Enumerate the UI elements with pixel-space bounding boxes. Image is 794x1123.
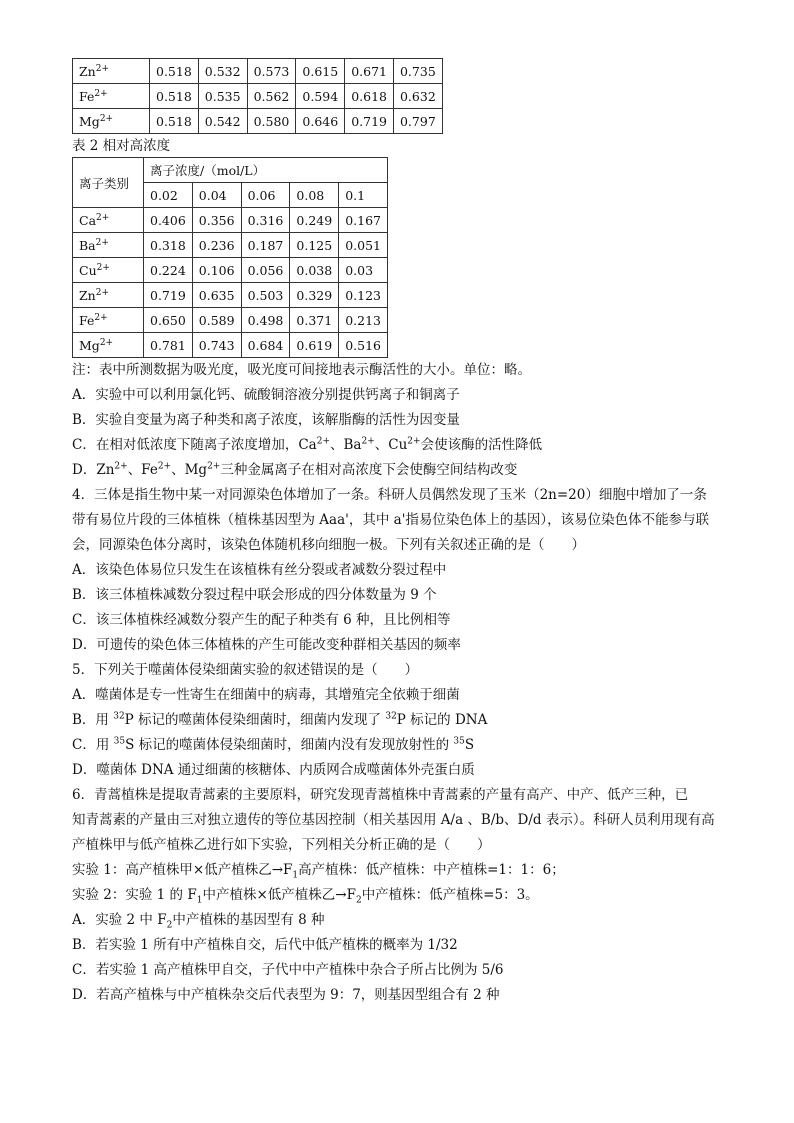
value-cell: 0.518	[150, 109, 199, 134]
value-cell: 0.580	[247, 109, 296, 134]
value-cell: 0.797	[393, 109, 442, 134]
value-cell: 0.535	[198, 84, 247, 109]
q5-option-a: A．噬菌体是专一性寄生在细菌中的病毒，其增殖完全依赖于细菌	[72, 687, 460, 703]
ion-cell: $Mg^{2+}$	[73, 109, 150, 134]
value-cell: 0.615	[296, 59, 345, 84]
value-cell: 0.125	[290, 233, 339, 258]
value-cell: 0.532	[198, 59, 247, 84]
table-row	[73, 308, 388, 333]
table-row	[73, 109, 443, 134]
table-row	[73, 59, 443, 84]
q4-stem-line-1: 4．三体是指生物中某一对同源染色体增加了一条。科研人员偶然发现了玉米（2n=20）细胞中增加了一条	[72, 487, 707, 503]
value-cell: 0.671	[345, 59, 394, 84]
q6-stem-line-1: 6．青蒿植株是提取青蒿素的主要原料，研究发现青蒿植株中青蒿素的产量有高产、中产、低产三种，已	[72, 787, 689, 803]
table-row	[73, 233, 388, 258]
ion-cell: $Fe^{2+}$	[73, 308, 144, 333]
value-cell: 0.619	[290, 333, 339, 358]
table-header-row	[73, 158, 388, 183]
value-cell: 0.056	[241, 258, 290, 283]
ion-cell: $Zn^{2+}$	[73, 283, 144, 308]
ion-cell: $Cu^{2+}$	[73, 258, 144, 283]
q5-option-d: D．噬菌体 DNA 通过细菌的核糖体、内质网合成噬菌体外壳蛋白质	[72, 762, 475, 778]
table-2-high-concentration	[72, 157, 388, 358]
ion-cell: $Ba^{2+}$	[73, 233, 144, 258]
concentration-cell: 0.08	[290, 183, 339, 208]
value-cell: 0.106	[192, 258, 241, 283]
value-cell: 0.635	[192, 283, 241, 308]
value-cell: 0.516	[339, 333, 388, 358]
ion-cell: $Mg^{2+}$	[73, 333, 144, 358]
value-cell: 0.735	[393, 59, 442, 84]
q3-option-b: B．实验自变量为离子种类和离子浓度，该解脂酶的活性为因变量	[72, 412, 460, 428]
value-cell: 0.573	[247, 59, 296, 84]
ion-cell: $Ca^{2+}$	[73, 208, 144, 233]
q4-option-d: D．可遗传的染色体三体植株的产生可能改变种群相关基因的频率	[72, 637, 461, 653]
q6-stem-line-3: 产植株甲与低产植株乙进行如下实验，下列相关分析正确的是（ ）	[72, 837, 491, 853]
value-cell: 0.650	[144, 308, 193, 333]
q6-option-b: B．若实验 1 所有中产植株自交，后代中低产植株的概率为 1/32	[72, 937, 458, 953]
value-cell: 0.316	[241, 208, 290, 233]
value-cell: 0.038	[290, 258, 339, 283]
value-cell: 0.594	[296, 84, 345, 109]
value-cell: 0.542	[198, 109, 247, 134]
concentration-cell: 0.04	[192, 183, 241, 208]
concentration-cell: 0.02	[144, 183, 193, 208]
header-concentration: 离子浓度/（mol/L）	[144, 158, 388, 183]
concentration-cell: 0.06	[241, 183, 290, 208]
q3-option-c: C．在相对低浓度下随离子浓度增加，$Ca^{2+}$、$Ba^{2+}$、$Cu^{2+}$会使该酶的活性降低	[72, 436, 543, 453]
value-cell: 0.498	[241, 308, 290, 333]
table-row	[73, 208, 388, 233]
value-cell: 0.589	[192, 308, 241, 333]
value-cell: 0.719	[345, 109, 394, 134]
q5-stem: 5．下列关于噬菌体侵染细菌实验的叙述错误的是（ ）	[72, 662, 419, 678]
table-row	[73, 84, 443, 109]
table-row	[73, 283, 388, 308]
table-1-low-concentration	[72, 58, 443, 134]
q3-option-d: D．$Zn^{2+}$、$Fe^{2+}$、$Mg^{2+}$三种金属离子在相对高浓度下会使酶空间结构改变	[72, 461, 518, 478]
value-cell: 0.371	[290, 308, 339, 333]
value-cell: 0.632	[393, 84, 442, 109]
value-cell: 0.187	[241, 233, 290, 258]
value-cell: 0.356	[192, 208, 241, 233]
exam-page	[72, 58, 722, 1008]
q6-option-a: A．实验 2 中 $F_2$中产植株的基因型有 8 种	[72, 912, 325, 931]
table-row	[73, 258, 388, 283]
table-note: 注：表中所测数据为吸光度，吸光度可间接地表示酶活性的大小。单位：略。	[72, 362, 531, 378]
value-cell: 0.406	[144, 208, 193, 233]
value-cell: 0.518	[150, 84, 199, 109]
ion-cell: $Zn^{2+}$	[73, 59, 150, 84]
concentration-cell: 0.1	[339, 183, 388, 208]
value-cell: 0.249	[290, 208, 339, 233]
ion-cell: $Fe^{2+}$	[73, 84, 150, 109]
value-cell: 0.618	[345, 84, 394, 109]
q6-option-d: D．若高产植株与中产植株杂交后代表型为 9：7，则基因型组合有 2 种	[72, 987, 500, 1003]
q4-stem-line-2: 带有易位片段的三体植株（植株基因型为 Aaa'，其中 a'指易位染色体上的基因），该易位染色体不能参与联	[72, 512, 710, 528]
table-2-caption: 表 2 相对高浓度	[72, 138, 171, 154]
value-cell: 0.684	[241, 333, 290, 358]
value-cell: 0.167	[339, 208, 388, 233]
value-cell: 0.051	[339, 233, 388, 258]
q6-experiment-2: 实验 2：实验 1 的 $F_1$中产植株×低产植株乙$\to F_2$中产植株：低产植株=5：3。	[72, 887, 539, 906]
q4-option-b: B．该三体植株减数分裂过程中联会形成的四分体数量为 9 个	[72, 587, 437, 603]
value-cell: 0.03	[339, 258, 388, 283]
header-ion-type: 离子类别	[73, 158, 144, 208]
value-cell: 0.781	[144, 333, 193, 358]
q6-option-c: C．若实验 1 高产植株甲自交，子代中中产植株中杂合子所占比例为 5/6	[72, 962, 504, 978]
value-cell: 0.236	[192, 233, 241, 258]
q4-stem-line-3: 会，同源染色体分离时，该染色体随机移向细胞一极。下列有关叙述正确的是（ ）	[72, 537, 585, 553]
table-row	[73, 333, 388, 358]
value-cell: 0.123	[339, 283, 388, 308]
q4-option-c: C．该三体植株经减数分裂产生的配子种类有 6 种，且比例相等	[72, 612, 451, 628]
q5-option-c: C．用 $^{35}$S 标记的噬菌体侵染细菌时，细菌内没有发现放射性的 $^{35}$S	[72, 736, 475, 753]
q5-option-b: B．用 $^{32}$P 标记的噬菌体侵染细菌时，细菌内发现了 $^{32}$P 标记的 DNA	[72, 711, 488, 728]
value-cell: 0.518	[150, 59, 199, 84]
q6-experiment-1: 实验 1：高产植株甲×低产植株乙$\to F_1$高产植株：低产植株：中产植株=1：1：6；	[72, 862, 565, 881]
q6-stem-line-2: 知青蒿素的产量由三对独立遗传的等位基因控制（相关基因用 A/a 、B/b、D/d 表示）。科研人员利用现有高	[72, 812, 715, 828]
q4-option-a: A．该染色体易位只发生在该植株有丝分裂或者减数分裂过程中	[72, 562, 447, 578]
value-cell: 0.318	[144, 233, 193, 258]
value-cell: 0.224	[144, 258, 193, 283]
value-cell: 0.719	[144, 283, 193, 308]
value-cell: 0.329	[290, 283, 339, 308]
value-cell: 0.562	[247, 84, 296, 109]
value-cell: 0.743	[192, 333, 241, 358]
value-cell: 0.503	[241, 283, 290, 308]
q3-option-a: A．实验中可以利用氯化钙、硫酸铜溶液分别提供钙离子和铜离子	[72, 387, 460, 403]
value-cell: 0.646	[296, 109, 345, 134]
value-cell: 0.213	[339, 308, 388, 333]
